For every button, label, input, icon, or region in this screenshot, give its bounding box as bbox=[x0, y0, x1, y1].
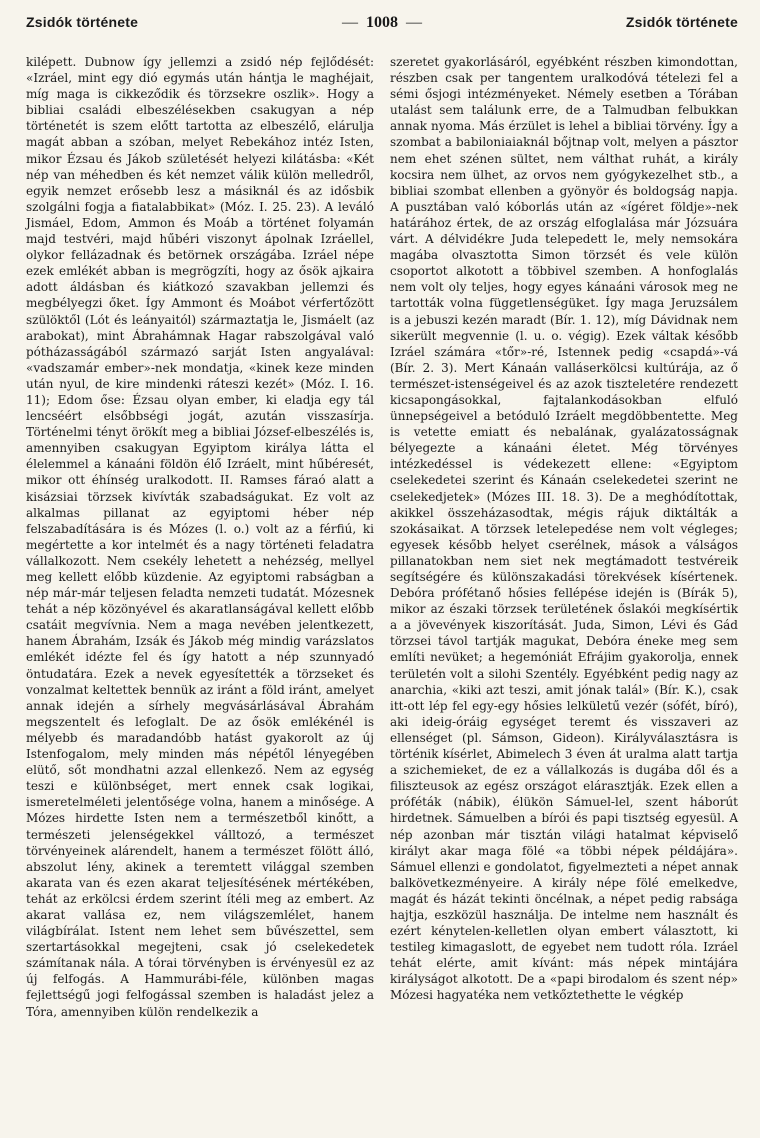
page-number: 1008 bbox=[366, 14, 398, 31]
header-right-title: Zsidók története bbox=[625, 14, 738, 30]
page-number-wrap: — 1008 — bbox=[342, 14, 422, 31]
left-column-text: kilépett. Dubnow így jellemzi a zsidó nép fejlődését: «Izráel, mint egy dió egymás után hántja le maghéjait, míg maga is cikkeződik és törzsekre oszlik». Hogy a bibliai családi elbeszélésekben csakugyan a nép történetét is szem előtt tartotta az elbeszélő, elárulja magát abban a szóban, melyet Rebekához intéz Isten, mikor Ézsau és Jákob születését helyezi kilátásba: «Két nép van méhedben és két nemzet válik külön melledről, egyik nemzet erősebb lesz a másiknál és az idősbik szolgálni fogja a fiatalabbikat» (Móz. I. 25. 23). A leváló Jismáel, Edom, Ammon és Moáb a történet folyamán majd testvéri, majd hűbéri viszonyt ápolnak Izráellel, olykor fellázadnak és betörnek országába. Izráel népe ezek emlékét abban is megrögzíti, hogy az ősök ajkaira adott áldásban és kiátkozó szavakban jellemzi és megbélyegzi őket. Így Ammont és Moábot vérfertőzött szülöktől (Lót és leányaitól) származtatja le, Jismáelt (az arabokat), mint Ábrahámnak Hagar rabszolgával való pótházasságából származó sarját Isten angyalával: «vadszamár ember»-nek mondatja, «kinek keze minden után nyul, de kire mindenki ráteszi kezét» (Móz. I. 16. 11); Edom őse: Ézsau olyan ember, ki eladja egy tál lencséért elsőbbségi jogát, azután visszasírja. Történelmi tényt örökít meg a bibliai József-elbeszélés is, amennyiben csakugyan Egyiptom királya látta el élelemmel a kánaáni földön élő Izráelt, mint hűbéresét, mikor ott éhínség uralkodott. II. Ramses fáraó alatt a kisázsiai törzsek kivívták szabadságukat. Ez volt az alkalmas pillanat az egyiptomi héber nép felszabadítására is és Mózes (l. o.) volt az a férfiú, ki megértette a kor intelmét és a nagy történeti feladatra vállalkozott. Nem csekély lehetett a nehézség, mellyel meg kellett előbb küzdenie. Az egyiptomi rabságban a nép már-már teljesen feladta nemzeti tudatát. Mózesnek tehát a nép közönyével és akaratlanságával kellett előbb csatáit megvívnia. Nem a maga nevében jelentkezett, hanem Ábrahám, Izsák és Jákob még mindig varázslatos emlékét idézte fel és így hatott a nép szunnyadó öntudatára. Ezek a nevek egyesítették a törzseket és vonzalmat keltettek bennük az iránt a föld iránt, amelyet annak idején a sírhely megvásárlásával Ábrahám megszentelt és lefoglalt. De az ősök emlékénél is mélyebb és maradandóbb hatást gyakorolt az új Istenfogalom, mely minden más népétől lényegében elütő, sőt mondhatni azzal ellenkező. Nem az egység teszi e különbséget, mert ennek csak logikai, ismeretelméleti jelentősége volna, hanem a minősége. A Mózes hirdette Isten nem a természetből kinőtt, a természeti jelenségekkel válltozó, a természet törvényeinek alárendelt, hanem a természet fölött álló, abszolut lény, akinek a teremtett világgal szemben akarata van és ezen akarat teljesítésének mértékében, tehát az erkölcsi érdem szerint ítéli meg az embert. Az akarat vallása ez, nem világszemlélet, hanem világbírálat. Istent nem lehet sem bűvészettel, sem szertartásokkal megejteni, csak jó cselekedetek számítanak nála. A tórai törvényben is érvényesül ez az új felfogás. A Hammurábi-féle, különben magas fejlettségű jogi felfogással szemben is haladást jelez a Tóra, amennyiben külön rendelkezik a bbox=[26, 55, 374, 1019]
running-header bbox=[26, 14, 738, 40]
header-left-title: Zsidók története bbox=[26, 14, 139, 30]
text-columns bbox=[26, 54, 738, 1020]
right-column bbox=[390, 54, 738, 1020]
right-column-text: szeretet gyakorlásáról, egyébként részben kimondottan, részben csak per tangentem uralkodóvá tételezi fel a sémi ősjogi intézményeket. Némely esetben a Tórában utalást sem találunk erre, de a Talmudban felbukkan annak nyoma. Más érzület is lehel a bibliai törvény. Így a szombat a babiloniaiaknál bőjtnap volt, melyen a pásztor nem ehet szénen sültet, nem válthat ruhát, a király kocsira nem ülhet, az orvos nem gyógykezelhet stb., a bibliai szombat ellenben a gyönyör és boldogság napja. A pusztában való kóborlás után az «ígéret földje»-nek határához értek, de az ország elfoglalása már Józsuára várt. A délvidékre Juda telepedett le, mely nemsokára magába olvasztotta Simon törzsét és vele külön csoportot alkotott a többivel szemben. A honfoglalás nem volt oly teljes, hogy egyes kánaáni városok meg ne tartották volna függetlenségüket. Így maga Jeruzsálem is a jebuszi kezén maradt (Bír. 1. 12), míg Dávidnak nem sikerült megvennie (l. u. o. végig). Ezek váltak később Izráel számára «tőr»-ré, Istennek pedig «csapdá»-vá (Bír. 2. 3). Mert Kánaán valláserkölcsi kultúrája, az ő természet-istenségeivel és az azok tiszteletére rendezett kicsapongásokkal, fajtalankodásokban elfuló ünnepségeivel a betóduló Izráelt megdöbbentette. Meg is vetette emiatt és nebalának, gyalázatosságnak bélyegezte a kánaáni életet. Még törvényes intézkedéssel is védekezett ellene: «Egyiptom cselekedetei szerint és Kánaán cselekedetei szerint ne cselekedjetek» (Mózes III. 18. 3). De a meghódítottak, akikkel összeházasodtak, mégis rájuk diktálták a szokásaikat. A törzsek letelepedése nem volt végleges; egyesek később helyet cserélnek, mások a válságos pillanatokban nem siet nek megtámadott testvéreik segítségére és különszakadási törekvések kísértenek. Debóra prófétanő hősies fellépése idején is (Bírák 5), mikor az északi törzsek területének őslakói megkísértik a a jövevények kiszorítását. Juda, Simon, Lévi és Gád törzsei távol tartják magukat, Debóra éneke meg sem említi nevüket; a hegemóniát Efrájim gyakorolja, ennek területén volt a silohi Szentély. Egyébként pedig nagy az anarchia, «kiki azt teszi, amit jónak talál» (Bír. K.), csak itt-ott lép fel egy-egy hősies lelkületű vezér (sófét, bíró), aki ideig-óráig egységet teremt és visszaveri az ellenséget (pl. Sámson, Gideon). Királyválasztásra is történik kísérlet, Abimelech 3 éven át uralma alatt tartja a szichemieket, de ez a vállalkozás is dugába dől és a filiszteusok az egész országot elárasztják. Ezek ellen a próféták (nábik), élükön Sámuel-lel, szent háborút hirdetnek. Sámuelben a bírói és papi tisztség egyesül. A nép azonban már tisztán világi hatalmat képviselő királyt akar maga fölé «a többi népek példájára». Sámuel ellenzi e gondolatot, figyelmezteti a népet annak balkövetkezményeire. A király népe fölé emelkedve, magát és házát tekinti öncélnak, a népet pedig rabsága hajtja, eszközül használja. De intelme nem használt és ezért kénytelen-kelletlen olyan embert választott, ki testileg kimagaslott, de egyebet nem tudott róla. Izráel tehát elérte, amit kívánt: más népek mintájára királyságot alkotott. De a «papi birodalom és szent nép» Mózesi hagyatéka nem vetkőztethette le végkép bbox=[390, 55, 738, 1003]
left-column bbox=[26, 54, 374, 1020]
